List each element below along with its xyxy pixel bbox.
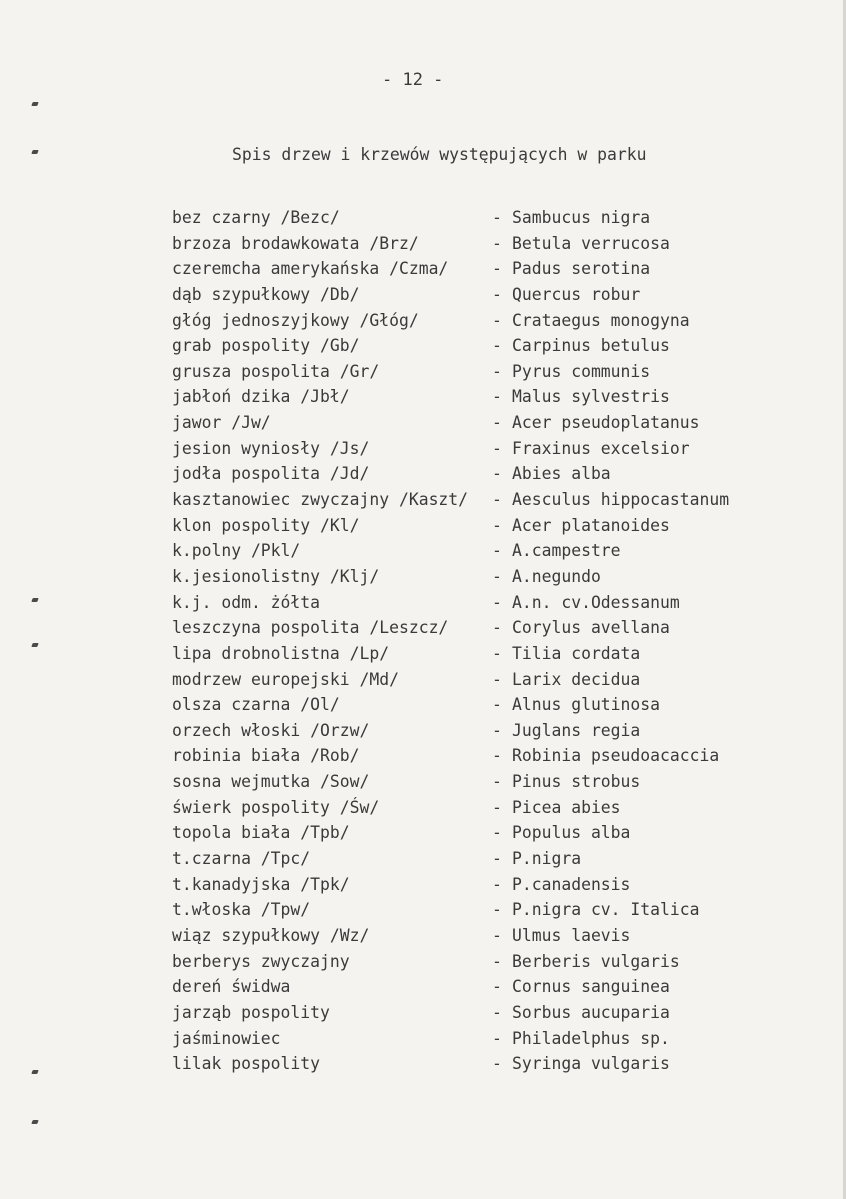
list-item bbox=[172, 897, 792, 923]
list-item bbox=[172, 333, 792, 359]
latin-name: Pyrus communis bbox=[512, 361, 651, 381]
separator-dash: - bbox=[492, 977, 502, 997]
latin-name: Berberis vulgaris bbox=[512, 951, 680, 971]
separator-dash: - bbox=[492, 772, 502, 792]
polish-name: jarząb pospolity bbox=[172, 1002, 330, 1022]
polish-name: k.j. odm. żółta bbox=[172, 592, 321, 612]
separator-dash: - bbox=[492, 284, 502, 304]
latin-name: Sorbus aucuparia bbox=[512, 1002, 670, 1022]
separator-dash: - bbox=[492, 515, 502, 535]
separator-dash: - bbox=[492, 618, 502, 638]
latin-name: Alnus glutinosa bbox=[512, 695, 661, 715]
latin-name: Populus alba bbox=[512, 823, 631, 843]
polish-name: jesion wyniosły /Js/ bbox=[172, 438, 370, 458]
latin-name: Crataegus monogyna bbox=[512, 310, 690, 330]
separator-dash: - bbox=[492, 387, 502, 407]
binder-hole-mark bbox=[31, 1070, 38, 1074]
separator-dash: - bbox=[492, 746, 502, 766]
binder-hole-mark bbox=[31, 643, 38, 647]
list-item bbox=[172, 410, 792, 436]
polish-name: sosna wejmutka /Sow/ bbox=[172, 772, 370, 792]
latin-name: Juglans regia bbox=[512, 720, 641, 740]
latin-name: Sambucus nigra bbox=[512, 208, 651, 227]
latin-name: A.negundo bbox=[512, 566, 601, 586]
polish-name: berberys zwyczajny bbox=[172, 951, 350, 971]
separator-dash: - bbox=[492, 823, 502, 843]
list-item bbox=[172, 538, 792, 564]
separator-dash: - bbox=[492, 438, 502, 458]
polish-name: klon pospolity /Kl/ bbox=[172, 515, 360, 535]
latin-name: Syringa vulgaris bbox=[512, 1054, 670, 1074]
latin-name: Acer pseudoplatanus bbox=[512, 413, 700, 433]
list-item bbox=[172, 769, 792, 795]
list-item bbox=[172, 513, 792, 539]
list-item bbox=[172, 923, 792, 949]
polish-name: olsza czarna /Ol/ bbox=[172, 695, 340, 715]
polish-name: t.włoska /Tpw/ bbox=[172, 900, 311, 920]
list-item bbox=[172, 461, 792, 487]
latin-name: Robinia pseudoacaccia bbox=[512, 746, 720, 766]
latin-name: Corylus avellana bbox=[512, 618, 670, 638]
latin-name: A.n. cv.Odessanum bbox=[512, 592, 680, 612]
latin-name: Carpinus betulus bbox=[512, 336, 670, 356]
list-item bbox=[172, 743, 792, 769]
list-item bbox=[172, 641, 792, 667]
latin-name: Aesculus hippocastanum bbox=[512, 490, 730, 510]
binder-hole-mark bbox=[31, 598, 38, 602]
list-item bbox=[172, 256, 792, 282]
separator-dash: - bbox=[492, 208, 502, 227]
separator-dash: - bbox=[492, 310, 502, 330]
polish-name: brzoza brodawkowata /Brz/ bbox=[172, 233, 419, 253]
list-item bbox=[172, 487, 792, 513]
separator-dash: - bbox=[492, 695, 502, 715]
latin-name: Abies alba bbox=[512, 464, 611, 484]
latin-name: Quercus robur bbox=[512, 284, 641, 304]
latin-name: Tilia cordata bbox=[512, 643, 641, 663]
separator-dash: - bbox=[492, 720, 502, 740]
list-item bbox=[172, 615, 792, 641]
separator-dash: - bbox=[492, 541, 502, 561]
list-item bbox=[172, 384, 792, 410]
binder-hole-mark bbox=[31, 1120, 38, 1124]
separator-dash: - bbox=[492, 951, 502, 971]
polish-name: lilak pospolity bbox=[172, 1054, 321, 1074]
polish-name: orzech włoski /Orzw/ bbox=[172, 720, 370, 740]
list-item bbox=[172, 205, 792, 231]
polish-name: lipa drobnolistna /Lp/ bbox=[172, 643, 390, 663]
separator-dash: - bbox=[492, 592, 502, 612]
separator-dash: - bbox=[492, 361, 502, 381]
list-item bbox=[172, 872, 792, 898]
separator-dash: - bbox=[492, 900, 502, 920]
list-item bbox=[172, 564, 792, 590]
separator-dash: - bbox=[492, 849, 502, 869]
list-item bbox=[172, 846, 792, 872]
list-item bbox=[172, 308, 792, 334]
polish-name: wiąz szypułkowy /Wz/ bbox=[172, 925, 370, 945]
latin-name: Padus serotina bbox=[512, 259, 651, 279]
polish-name: kasztanowiec zwyczajny /Kaszt/ bbox=[172, 490, 469, 510]
latin-name: P.nigra cv. Italica bbox=[512, 900, 700, 920]
list-item bbox=[172, 718, 792, 744]
separator-dash: - bbox=[492, 1028, 502, 1048]
polish-name: grusza pospolita /Gr/ bbox=[172, 361, 380, 381]
separator-dash: - bbox=[492, 669, 502, 689]
separator-dash: - bbox=[492, 1002, 502, 1022]
polish-name: t.kanadyjska /Tpk/ bbox=[172, 874, 350, 894]
polish-name: dereń świdwa bbox=[172, 977, 291, 997]
list-item bbox=[172, 590, 792, 616]
polish-name: modrzew europejski /Md/ bbox=[172, 669, 399, 689]
list-item bbox=[172, 795, 792, 821]
list-item bbox=[172, 1026, 792, 1052]
latin-name: Acer platanoides bbox=[512, 515, 670, 535]
binder-hole-mark bbox=[31, 150, 38, 154]
separator-dash: - bbox=[492, 336, 502, 356]
polish-name: czeremcha amerykańska /Czma/ bbox=[172, 259, 449, 279]
list-item bbox=[172, 282, 792, 308]
polish-name: k.jesionolistny /Klj/ bbox=[172, 566, 380, 586]
list-item bbox=[172, 1051, 792, 1077]
polish-name: głóg jednoszyjkowy /Głóg/ bbox=[172, 310, 419, 330]
latin-name: Picea abies bbox=[512, 797, 621, 817]
separator-dash: - bbox=[492, 925, 502, 945]
separator-dash: - bbox=[492, 643, 502, 663]
polish-name: jabłoń dzika /Jbł/ bbox=[172, 387, 350, 407]
latin-name: Philadelphus sp. bbox=[512, 1028, 670, 1048]
polish-name: t.czarna /Tpc/ bbox=[172, 849, 311, 869]
document-heading: Spis drzew i krzewów występujących w parku bbox=[232, 145, 647, 164]
page-number: - 12 - bbox=[382, 70, 444, 90]
list-item bbox=[172, 667, 792, 693]
list-item bbox=[172, 692, 792, 718]
polish-name: świerk pospolity /Św/ bbox=[172, 797, 380, 817]
polish-name: jawor /Jw/ bbox=[172, 413, 271, 433]
latin-name: Betula verrucosa bbox=[512, 233, 670, 253]
list-item bbox=[172, 359, 792, 385]
polish-name: grab pospolity /Gb/ bbox=[172, 336, 360, 356]
latin-name: A.campestre bbox=[512, 541, 621, 561]
species-list bbox=[172, 205, 792, 1077]
latin-name: Fraxinus excelsior bbox=[512, 438, 690, 458]
separator-dash: - bbox=[492, 233, 502, 253]
polish-name: bez czarny /Bezc/ bbox=[172, 208, 340, 227]
latin-name: P.nigra bbox=[512, 849, 582, 869]
polish-name: topola biała /Tpb/ bbox=[172, 823, 350, 843]
separator-dash: - bbox=[492, 490, 502, 510]
polish-name: jaśminowiec bbox=[172, 1028, 281, 1048]
list-item bbox=[172, 231, 792, 257]
polish-name: k.polny /Pkl/ bbox=[172, 541, 301, 561]
latin-name: P.canadensis bbox=[512, 874, 631, 894]
separator-dash: - bbox=[492, 1054, 502, 1074]
latin-name: Pinus strobus bbox=[512, 772, 641, 792]
list-item bbox=[172, 949, 792, 975]
list-item bbox=[172, 436, 792, 462]
polish-name: dąb szypułkowy /Db/ bbox=[172, 284, 360, 304]
list-item bbox=[172, 974, 792, 1000]
latin-name: Cornus sanguinea bbox=[512, 977, 670, 997]
binder-hole-mark bbox=[31, 102, 38, 106]
list-item bbox=[172, 1000, 792, 1026]
polish-name: robinia biała /Rob/ bbox=[172, 746, 360, 766]
separator-dash: - bbox=[492, 566, 502, 586]
separator-dash: - bbox=[492, 259, 502, 279]
separator-dash: - bbox=[492, 797, 502, 817]
separator-dash: - bbox=[492, 464, 502, 484]
list-item bbox=[172, 820, 792, 846]
latin-name: Larix decidua bbox=[512, 669, 641, 689]
polish-name: leszczyna pospolita /Leszcz/ bbox=[172, 618, 449, 638]
latin-name: Malus sylvestris bbox=[512, 387, 670, 407]
latin-name: Ulmus laevis bbox=[512, 925, 631, 945]
separator-dash: - bbox=[492, 413, 502, 433]
separator-dash: - bbox=[492, 874, 502, 894]
polish-name: jodła pospolita /Jd/ bbox=[172, 464, 370, 484]
